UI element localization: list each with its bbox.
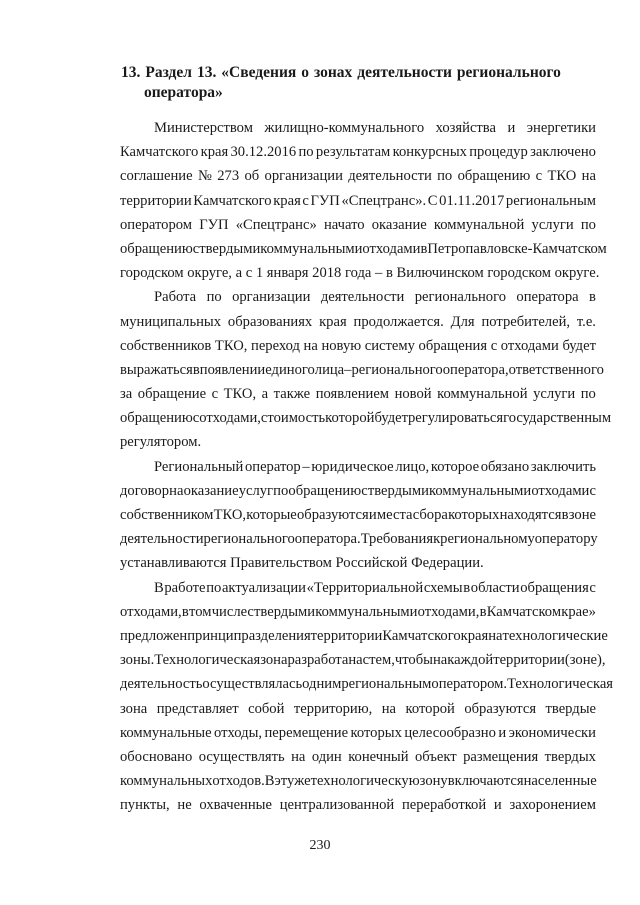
paragraph-line: собственником ТКО, которые образуются и места сбора которых находятся в зоне — [120, 507, 596, 523]
paragraph-line: оператором ГУП «Спецтранс» начато оказание коммунальной услуги по — [120, 216, 596, 233]
paragraph-line: зоны. Технологическая зона разработана с тем, чтобы на каждой территории (зоне), — [120, 652, 606, 669]
paragraph-line: муниципальных образованиях края продолжается. Для потребителей, т.е. — [120, 313, 596, 330]
paragraph-line: обращению с отходами, стоимость которой будет регулироваться государственным — [120, 410, 612, 427]
section-heading — [121, 63, 561, 103]
section-heading-line-2: оператора» — [144, 84, 223, 101]
paragraph-line: Работа по организации деятельности регионального оператора в — [154, 289, 596, 306]
paragraph — [120, 576, 614, 818]
paragraph-line: деятельность осуществлялась одним региональным оператором. Технологическая — [120, 676, 614, 693]
paragraph-line: устанавливаются Правительством Российской Федерации. — [120, 555, 484, 572]
section-heading-line-1: 13. Раздел 13. «Сведения о зонах деятельности регионального — [121, 64, 561, 81]
paragraph-line: городском округе, а с 1 января 2018 года – в Вилючинском городском округе. — [120, 265, 600, 282]
paragraph-line: обращению с твердыми коммунальными отходами в Петропавловске-Камчатском — [120, 240, 607, 257]
paragraph-line: отходами, в том числе с твердыми коммунальными отходами, в Камчатском крае» — [120, 603, 596, 620]
paragraph-line: Камчатского края 30.12.2016 по результатам конкурсных процедур заключено — [120, 144, 596, 161]
paragraph-line: регулятором. — [120, 434, 202, 451]
body-text — [120, 116, 614, 817]
paragraph-line: пункты, не охваченные централизованной переработкой и захоронением — [120, 797, 596, 814]
paragraph — [120, 455, 596, 576]
paragraph-line: деятельности регионального оператора. Требования к региональному оператору — [120, 531, 598, 548]
page-number: 230 — [309, 838, 331, 853]
paragraph — [120, 116, 607, 285]
paragraph-line: за обращение с ТКО, а также появлением новой коммунальной услуги по — [120, 386, 596, 403]
paragraph-line: договор на оказание услуг по обращению с твердыми коммунальными отходами с — [120, 482, 596, 499]
paragraph-line: соглашение № 273 об организации деятельности по обращению с ТКО на — [120, 168, 596, 185]
paragraph-line: территории Камчатского края с ГУП «Спецтранс». С 01.11.2017 региональным — [120, 192, 596, 209]
paragraph-line: собственников ТКО, переход на новую систему обращения с отходами будет — [120, 337, 596, 354]
paragraph-line: коммунальных отходов. В эту же технологическую зону включаются населенные — [120, 773, 597, 790]
paragraph-line: коммунальные отходы, перемещение которых целесообразно и экономически — [120, 724, 596, 741]
paragraph-line: Региональный оператор – юридическое лицо, которое обязано заключить — [154, 458, 596, 475]
paragraph-line: В работе по актуализации «Территориальной схемы в области обращения с — [154, 579, 596, 596]
paragraph-line: обосновано осуществлять на один конечный объект размещения твердых — [120, 748, 596, 765]
paragraph — [120, 285, 612, 454]
paragraph-line: зона представляет собой территорию, на которой образуются твердые — [120, 700, 596, 717]
paragraph-line: предложен принцип разделения территории Камчатского края на технологические — [120, 627, 608, 644]
paragraph-line: выражаться в появлении единого лица – регионального оператора, ответственного — [120, 361, 604, 378]
paragraph-line: Министерством жилищно-коммунального хозяйства и энергетики — [154, 120, 596, 136]
